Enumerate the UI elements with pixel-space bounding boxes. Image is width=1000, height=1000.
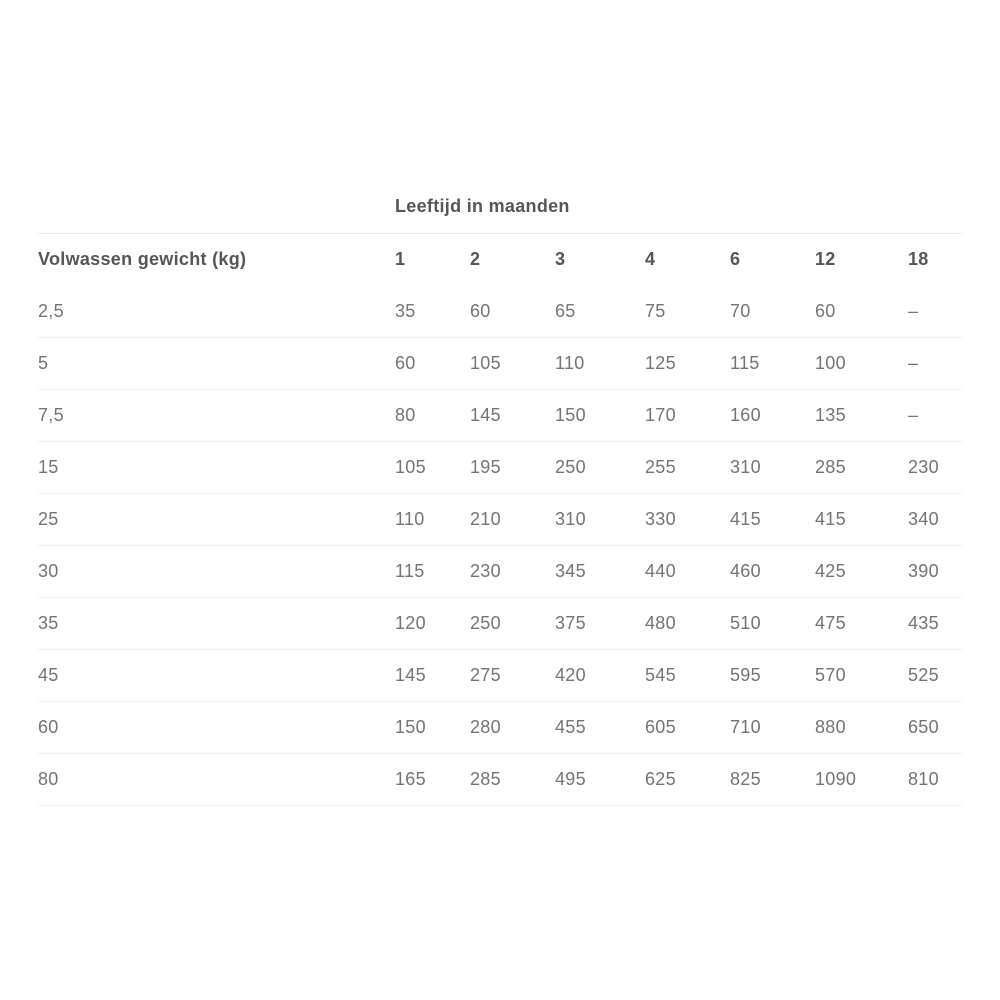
table-cell: 195 <box>470 457 501 477</box>
header-row <box>38 234 962 286</box>
table-cell: 70 <box>730 300 751 321</box>
table-cell: 115 <box>395 561 425 581</box>
table-cell: 285 <box>815 457 846 477</box>
table-cell: 345 <box>555 561 586 581</box>
table-cell: 145 <box>470 405 501 425</box>
table-cell: 105 <box>470 353 501 373</box>
row-weight-label: 15 <box>38 457 59 477</box>
table-row <box>38 286 962 338</box>
row-weight-label: 5 <box>38 353 49 373</box>
table-cell: 330 <box>645 509 676 529</box>
table-cell: – <box>908 353 919 373</box>
table-cell: 510 <box>730 613 761 633</box>
table-cell: 250 <box>470 613 501 633</box>
table-cell: 110 <box>395 509 425 529</box>
table-cell: 115 <box>730 353 760 373</box>
table-cell: 340 <box>908 509 939 529</box>
table-cell: 310 <box>555 509 586 529</box>
table-cell: 375 <box>555 613 586 633</box>
table-cell: 475 <box>815 613 846 633</box>
table-cell: 135 <box>815 405 846 425</box>
table-cell: 275 <box>470 665 501 685</box>
table-cell: 710 <box>730 717 761 737</box>
table-row <box>38 598 962 650</box>
row-weight-label: 35 <box>38 613 59 633</box>
row-weight-label: 60 <box>38 717 59 737</box>
table-cell: 440 <box>645 561 676 581</box>
column-header-month-1: 1 <box>395 249 406 270</box>
table-cell: 65 <box>555 300 576 321</box>
table-cell: 120 <box>395 613 426 633</box>
table-cell: 80 <box>395 405 416 425</box>
table-cell: 460 <box>730 561 761 581</box>
table-cell: 455 <box>555 717 586 737</box>
row-weight-label: 2,5 <box>38 300 64 321</box>
table-cell: – <box>908 405 919 425</box>
row-weight-label: 80 <box>38 769 59 789</box>
table-body <box>38 286 962 806</box>
table-cell: 625 <box>645 769 676 789</box>
table-cell: 230 <box>470 561 501 581</box>
table-cell: 60 <box>470 300 491 321</box>
table-row <box>38 494 962 546</box>
table-cell: 285 <box>470 769 501 789</box>
table-row <box>38 546 962 598</box>
row-weight-label: 45 <box>38 665 59 685</box>
table-cell: 75 <box>645 300 666 321</box>
table-cell: 420 <box>555 665 586 685</box>
table-cell: 650 <box>908 717 939 737</box>
table-title: Leeftijd in maanden <box>395 196 570 216</box>
table-cell: 880 <box>815 717 846 737</box>
row-weight-label: 30 <box>38 561 59 581</box>
column-header-month-4: 4 <box>645 249 656 270</box>
table-cell: 210 <box>470 509 501 529</box>
table-row <box>38 338 962 390</box>
row-weight-label: 7,5 <box>38 405 64 425</box>
table-cell: 150 <box>555 405 586 425</box>
table-cell: 255 <box>645 457 676 477</box>
column-header-month-2: 2 <box>470 249 481 270</box>
table-cell: 110 <box>555 353 585 373</box>
column-header-month-3: 3 <box>555 249 566 270</box>
table-cell: 545 <box>645 665 676 685</box>
table-cell: 250 <box>555 457 586 477</box>
table-cell: 570 <box>815 665 846 685</box>
table-cell: 35 <box>395 300 416 321</box>
table-cell: 230 <box>908 457 939 477</box>
table-cell: 165 <box>395 769 426 789</box>
column-header-month-6: 6 <box>730 249 741 270</box>
column-header-month-12: 12 <box>815 249 836 270</box>
table-cell: 145 <box>395 665 426 685</box>
row-weight-label: 25 <box>38 509 59 529</box>
feeding-table <box>38 233 962 806</box>
table-cell: 105 <box>395 457 426 477</box>
table-cell: 425 <box>815 561 846 581</box>
table-row <box>38 650 962 702</box>
table-cell: 1090 <box>815 769 857 789</box>
table-cell: 595 <box>730 665 761 685</box>
table-cell: 825 <box>730 769 761 789</box>
table-cell: 125 <box>645 353 676 373</box>
table-row <box>38 442 962 494</box>
table-row <box>38 754 962 806</box>
row-header-label: Volwassen gewicht (kg) <box>38 249 247 270</box>
table-cell: 495 <box>555 769 586 789</box>
table-cell: 810 <box>908 769 939 789</box>
table-cell: 60 <box>395 353 416 373</box>
table-cell: 100 <box>815 353 846 373</box>
column-header-month-18: 18 <box>908 249 929 270</box>
table-cell: 525 <box>908 665 939 685</box>
table-cell: 480 <box>645 613 676 633</box>
table-header <box>38 234 962 286</box>
table-cell: 310 <box>730 457 761 477</box>
table-cell: 160 <box>730 405 761 425</box>
table-cell: 60 <box>815 300 836 321</box>
table-cell: 415 <box>730 509 761 529</box>
table-cell: 280 <box>470 717 501 737</box>
table-cell: 435 <box>908 613 939 633</box>
table-cell: 415 <box>815 509 846 529</box>
table-row <box>38 390 962 442</box>
table-cell: 150 <box>395 717 426 737</box>
table-cell: 605 <box>645 717 676 737</box>
table-cell: 390 <box>908 561 939 581</box>
table-cell: 170 <box>645 405 676 425</box>
table-cell: – <box>908 300 919 321</box>
table-row <box>38 702 962 754</box>
